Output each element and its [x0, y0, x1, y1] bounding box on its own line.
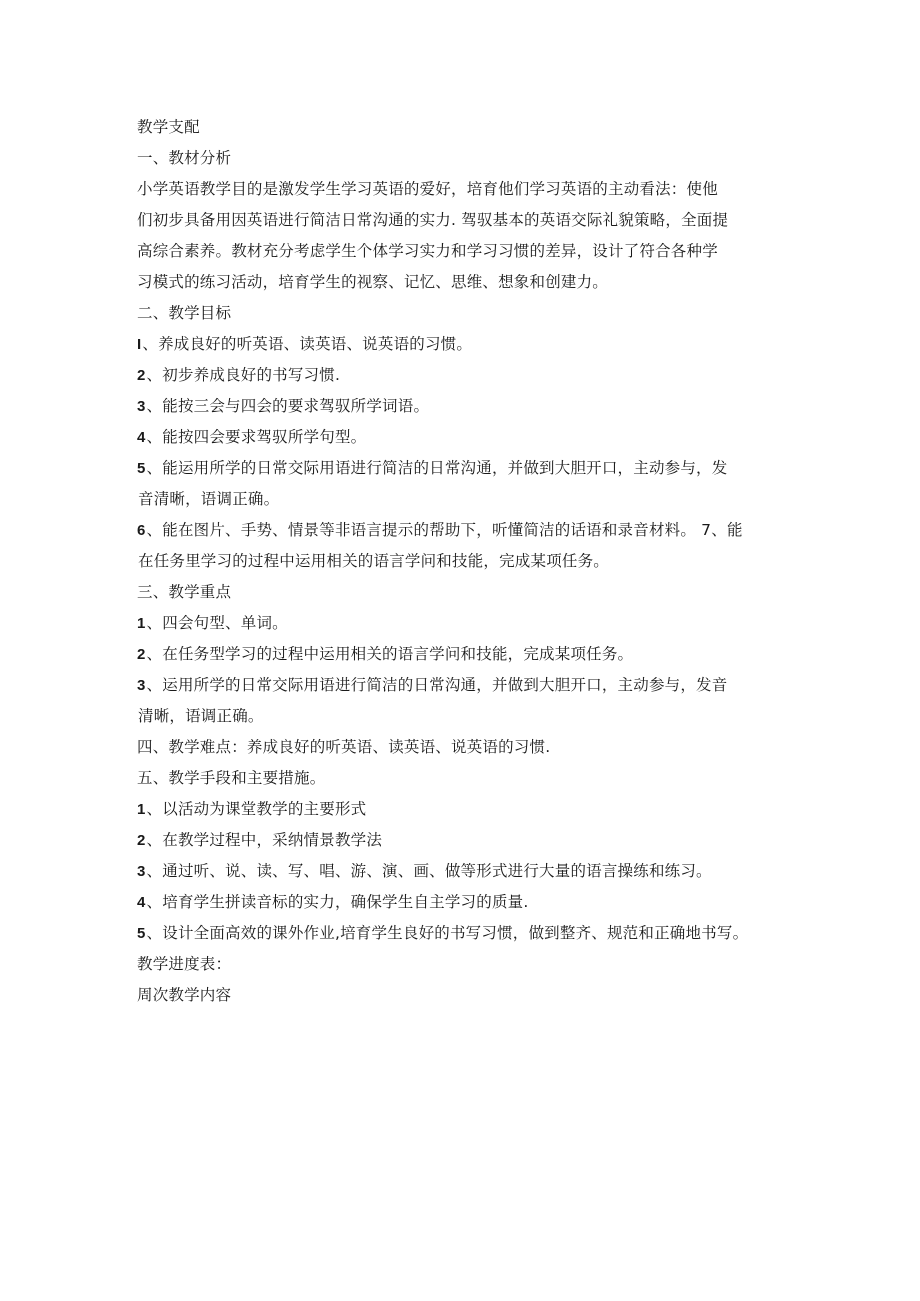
list-item — [137, 608, 797, 639]
section-heading-methods: 五、教学手段和主要措施。 — [137, 769, 326, 787]
list-number: 2 — [137, 832, 146, 849]
list-number: 3 — [137, 398, 146, 415]
list-text: 音清晰，语调正确。 — [138, 490, 280, 508]
section-heading-objectives: 二、教学目标 — [137, 304, 232, 322]
paragraph-line: 高综合素养。教材充分考虑学生个体学习实力和学习习惯的差异，设计了符合各种学 — [137, 242, 718, 260]
list-number: 5 — [137, 925, 146, 942]
list-item — [137, 329, 797, 360]
list-item — [137, 856, 797, 887]
schedule-columns: 周次教学内容 — [137, 986, 232, 1004]
paragraph-line: 习模式的练习活动，培育学生的视察、记忆、思维、想象和创建力。 — [137, 273, 609, 291]
list-text: 在任务里学习的过程中运用相关的语言学问和技能，完成某项任务。 — [138, 552, 610, 570]
list-text: 、在任务型学习的过程中运用相关的语言学问和技能，完成某项任务。 — [146, 645, 634, 663]
list-item — [137, 639, 797, 670]
list-number: 2 — [137, 646, 146, 663]
list-item — [137, 825, 797, 856]
list-text: 、通过听、说、读、写、唱、游、演、画、做等形式进行大量的语言操练和练习。 — [146, 862, 712, 880]
list-text: 、运用所学的日常交际用语进行简洁的日常沟通，并做到大胆开口，主动参与，发音 — [146, 676, 728, 694]
list-item — [137, 670, 797, 701]
list-number: I — [137, 336, 142, 353]
list-number: 2 — [137, 367, 146, 384]
list-item — [137, 391, 797, 422]
list-item — [137, 887, 797, 918]
list-text: 、四会句型、单词。 — [146, 614, 288, 632]
list-text: 、设计全面高效的课外作业,培育学生良好的书写习惯，做到整齐、规范和正确地书写。 — [146, 924, 749, 942]
list-number: 1 — [137, 615, 146, 632]
list-text: 、以活动为课堂教学的主要形式 — [146, 800, 367, 818]
list-item — [137, 918, 797, 949]
document-title: 教学支配 — [137, 118, 200, 136]
list-item — [137, 422, 797, 453]
list-text: 、在教学过程中，采纳情景教学法 — [146, 831, 383, 849]
list-number: 5 — [137, 460, 146, 477]
document-body — [137, 112, 797, 1011]
list-item-continuation — [137, 546, 797, 577]
list-item-continuation — [137, 701, 797, 732]
list-item — [137, 360, 797, 391]
section-heading-difficulties: 四、教学难点：养成良好的听英语、读英语、说英语的习惯. — [137, 738, 551, 756]
list-item — [137, 794, 797, 825]
schedule-heading: 教学进度表： — [137, 955, 232, 973]
list-text: 、能运用所学的日常交际用语进行简洁的日常沟通，并做到大胆开口，主动参与，发 — [146, 459, 728, 477]
list-number: 6 — [137, 522, 146, 539]
list-text: 、养成良好的听英语、读英语、说英语的习惯。 — [142, 335, 473, 353]
list-number: 4 — [137, 429, 146, 446]
list-item-continuation — [137, 484, 797, 515]
list-text: 、培育学生拼读音标的实力，确保学生自主学习的质量. — [146, 893, 529, 911]
list-text: 、能按四会要求驾驭所学句型。 — [146, 428, 367, 446]
section-heading-materials: 一、教材分析 — [137, 149, 232, 167]
list-item — [137, 515, 797, 546]
section-heading-key-points: 三、教学重点 — [137, 583, 232, 601]
paragraph-line: 小学英语教学目的是激发学生学习英语的爱好，培育他们学习英语的主动看法：使他 — [137, 180, 718, 198]
list-number: 3 — [137, 677, 146, 694]
list-item — [137, 453, 797, 484]
list-text: 清晰，语调正确。 — [138, 707, 264, 725]
list-text: 、能在图片、手势、情景等非语言提示的帮助下，听懂简洁的话语和录音材料。 7、能 — [146, 521, 743, 539]
list-text: 、能按三会与四会的要求驾驭所学词语。 — [146, 397, 430, 415]
list-number: 3 — [137, 863, 146, 880]
list-text: 、初步养成良好的书写习惯. — [146, 366, 341, 384]
paragraph-line: 们初步具备用因英语进行简洁日常沟通的实力. 驾驭基本的英语交际礼貌策略，全面提 — [137, 211, 729, 229]
list-number: 1 — [137, 801, 146, 818]
list-number: 4 — [137, 894, 146, 911]
